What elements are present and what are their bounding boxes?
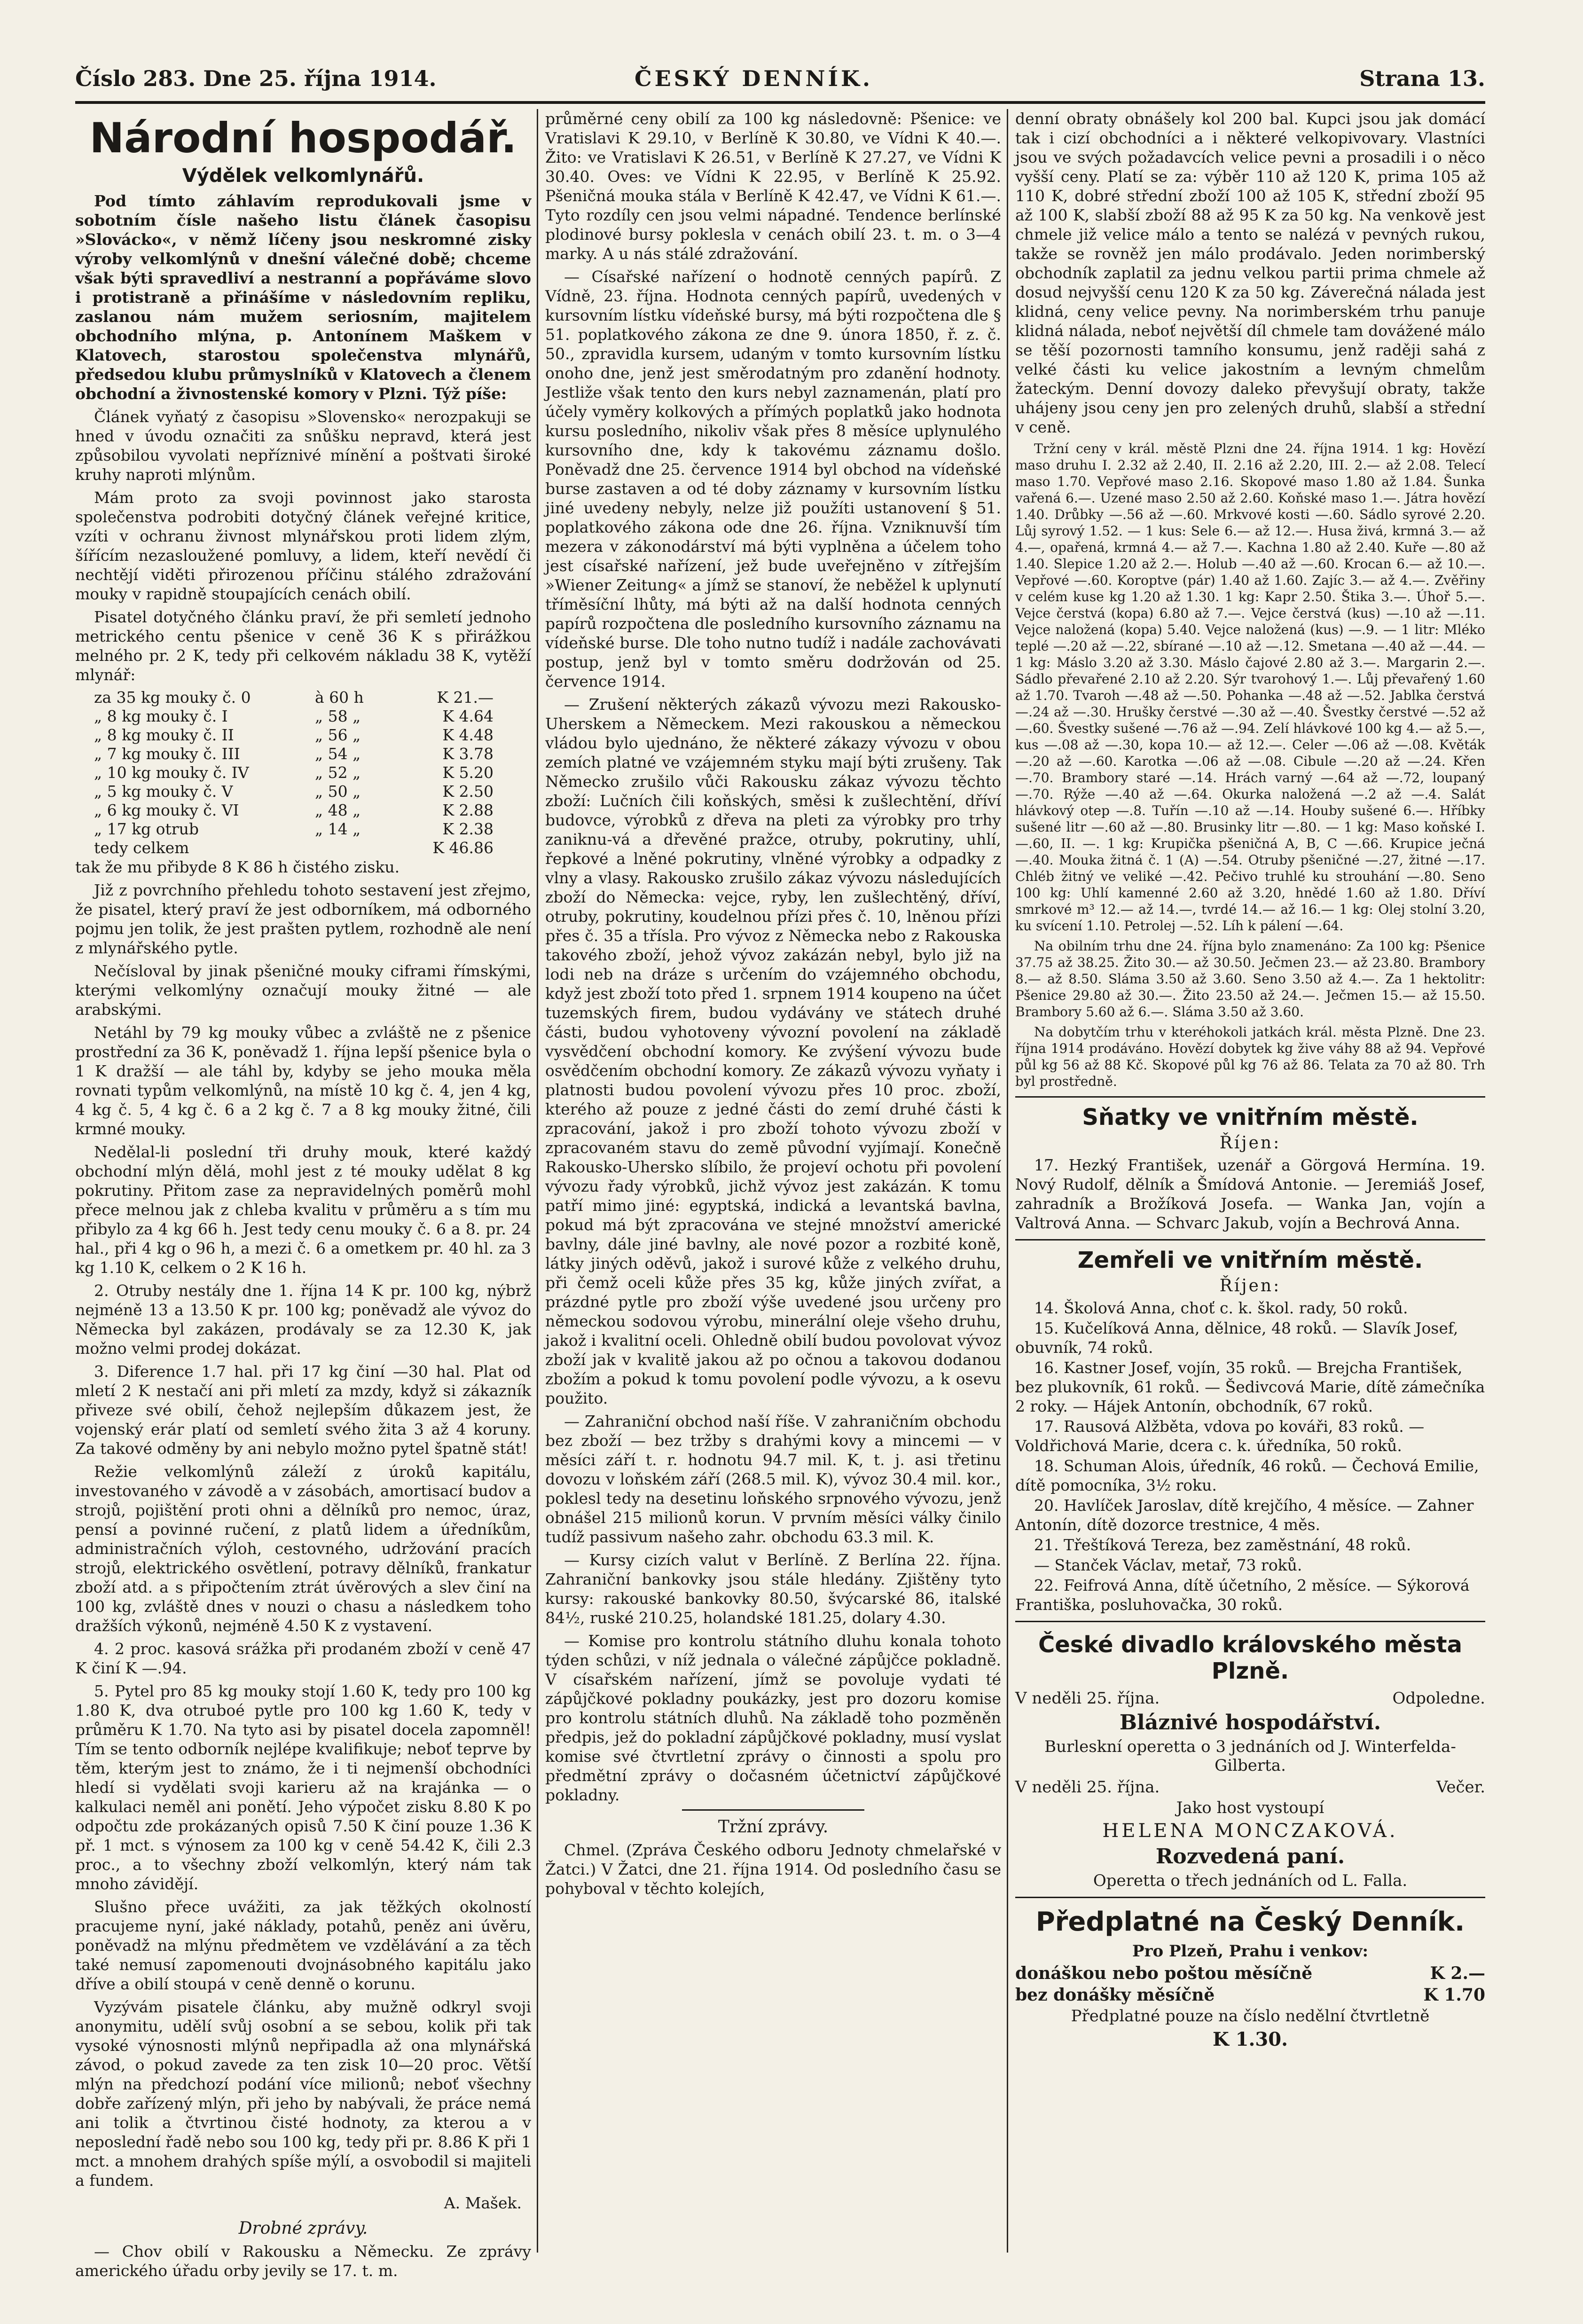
article-paragraph: Režie velkomlýnů záleží z úroků kapitálu, investovaného v závodě a v zásobách, amortisací budov a strojů, pojištění proti ohni a dělníků pro nemoc, úraz, pensí a povinné ručení, z platů lidem a úředníkům, administračních výloh, cestovného, udržování pracích strojů, elektrického osvětlení, potravy dělníků, frankatur zboží atd. a s připočtením ztrát úvěrových a slev činí na 100 kg, zvláště dnes v nouzi o chasu a následkem toho dražších výkonů, nejméně 4.50 K z vystavení.: [75, 1462, 531, 1635]
flour-cell: K 2.88: [442, 801, 494, 819]
article-paragraph: 5. Pytel pro 85 kg mouky stojí 1.60 K, tedy pro 100 kg 1.80 K, dva otruboé pytle pro 100 kg 1.60 K, tedy v průměru K 1.70. Na tyto asi by pisatel docela zapomněl! Tím se tento odborník nejlépe kvalifikuje; neboť teprve by těm, kterým jest to známo, že i ti nejmenší obchodníci hledí si vydělati svoji karieru až na krajánka — o kalkulaci neměl ani ponětí. Jeho výpočet zisku 8.80 K po odpočtu zde prokázaných opisů 7.50 K činí pouze 1.36 K př. 1 mct. s výnosem za 100 kg v ceně 54.42 K, čili 2.3 proc., a to všechny zboží velkomlýn, který nám tak mnoho závidějí.: [75, 1682, 531, 1893]
header-rule: [75, 101, 1485, 104]
article-paragraph: tak že mu přibyde 8 K 86 h čistého zisku.: [75, 858, 400, 876]
flour-cell: „ 8 kg mouky č. II: [94, 726, 234, 744]
theatre-description: Burleskní operetta o 3 jednáních od J. Winterfelda-Gilberta.: [1044, 1737, 1456, 1775]
death-entry: 18. Schuman Alois, úředník, 46 roků. — Čechová Emilie, dítě pomocníka, 3½ roku.: [1015, 1457, 1479, 1494]
death-entry: 15. Kučelíková Anna, dělnice, 48 roků. — Slavík Josef, obuvník, 74 roků.: [1015, 1319, 1458, 1357]
theatre-row: [1015, 1689, 1485, 1708]
theatre-play: Rozvedená paní.: [1155, 1845, 1345, 1869]
article-paragraph: 3. Diference 1.7 hal. při 17 kg činí —30 hal. Plat od mletí 2 K nestačí ani při mletí za mzdy, když si zákazník přiveze své obilí, čehož nejlepším důkazem jest, že vojenský erár platí od semletí svého žita 3 až 4 koruny. Za takové odměny by ani nebylo možno pytel špatně stát!: [75, 1362, 531, 1458]
flour-cell: K 3.78: [442, 745, 494, 763]
flour-cell: [315, 839, 400, 857]
flour-row: [94, 707, 531, 726]
flour-cell: tedy celkem: [94, 839, 189, 857]
newspaper-title: ČESKÝ DENNÍK.: [635, 66, 873, 91]
flour-cell: „ 48 „: [315, 801, 361, 819]
article-signature: A. Mašek.: [444, 2194, 522, 2212]
article-paragraph: — Zahraniční obchod naší říše. V zahraničním obchodu bez zboží — bez tržby s drahými kovy a mincemi — v měsíci září t. r. hodnotu 94.7 mil. K, t. j. asi třetinu dovozu v loňském září (268.5 mil. K), vývoz 30.4 mil. kor., poklesl tedy na desetinu loňského srpnového vývozu, jenž obnášel 215 milionů korun. V prvním měsíci války činilo tudíž passivum našeho zahr. obchodu 63.3 mil. K.: [545, 1412, 1001, 1546]
flour-row: [94, 801, 531, 820]
flour-cell: „ 50 „: [315, 782, 361, 801]
news-heading: Drobné zprávy.: [238, 2219, 368, 2238]
subscription-line: Předplatné pouze na číslo nedělní čtvrtletně: [1071, 2007, 1430, 2026]
theatre-date: V neděli 25. října.: [1015, 1689, 1160, 1708]
marriages-month: Říjen:: [1219, 1133, 1281, 1153]
flour-row: [94, 782, 531, 801]
subscription-price: K 2.—: [1430, 1963, 1485, 1983]
flour-cell: „ 52 „: [315, 763, 361, 782]
flour-cell: za 35 kg mouky č. 0: [94, 688, 251, 707]
article-paragraph: Mám proto za svoji povinnost jako starosta společenstva podrobiti dotyčný článek veřejné kritice, vzíti v ochranu živnost mlynářskou proti lidem zlým, šířícím nezasloužené pomluvy, a lidem, kteří nevědí či nechtějí viděti přirozenou příčinu stálého zdražování mouky v rapidně stoupajících cenách obilí.: [75, 488, 531, 603]
flour-cell: K 2.38: [442, 820, 494, 838]
divider: [1015, 1239, 1485, 1241]
flour-cell: „ 14 „: [315, 820, 361, 838]
article-paragraph: Článek vyňatý z časopisu »Slovensko« nerozpakuji se hned v úvodu označiti za snůšku nepravd, která jest způsobilou vyvolati nepříznivé mínění a poštvati široké kruhy naproti mlýnům.: [75, 408, 531, 484]
article-paragraph: — Komise pro kontrolu státního dluhu konala tohoto týden schůzi, v níž jednala o válečné zápůjčce pokladně. V císařském nařízení, jímž se povoluje vydati té zápůjčkové pokladny poukázky, jest pro dozoru komise pro kontrolu státních dluhů. Na základě toho pozměněn předpis, jež do pokladní zápůjčkové pokladny, musí vyslat komise své čtvrtletní zprávy o činnosti a spolu pro předmětní zprávy o dočasném účetnictví zápůjčkové pokladny.: [545, 1632, 1001, 1804]
subscription-price: K 1.30.: [1212, 2028, 1288, 2050]
flour-row: [94, 688, 531, 707]
theatre-description: Operetta o třech jednáních od L. Falla.: [1093, 1871, 1408, 1890]
article-paragraph: Nečísloval by jinak pšeničné mouky ciframi římskými, kterými velkomlýny označují mouky žitné — ale arabskými.: [75, 962, 531, 1019]
column-1: [75, 109, 531, 2280]
death-entry: 17. Rausová Alžběta, vdova po kováři, 83 roků. — Voldřichová Marie, dcera c. k. úředníka, 50 roků.: [1015, 1417, 1425, 1455]
flour-cell: „ 8 kg mouky č. I: [94, 707, 228, 725]
death-entry: — Stanček Václav, metař, 73 roků.: [1034, 1556, 1302, 1574]
column-3: [1015, 109, 1485, 2249]
divider: [1015, 1897, 1485, 1898]
flour-cell: à 60 h: [315, 688, 364, 707]
divider: [1015, 1621, 1485, 1622]
death-entry: 22. Feifrová Anna, dítě účetního, 2 měsíce. — Sýkorová Františka, posluhovačka, 30 roků.: [1015, 1576, 1470, 1614]
flour-cell: K 46.86: [432, 839, 494, 857]
flour-cell: „ 5 kg mouky č. V: [94, 782, 233, 801]
deaths-month: Říjen:: [1219, 1276, 1281, 1295]
market-prices: Tržní ceny v král. městě Plzni dne 24. října 1914. 1 kg: Hovězí maso druhu I. 2.32 až 2.40, II. 2.16 až 2.20, III. 2.— až 2.08. Telecí maso 1.70. Vepřové maso 2.16. Skopové maso 1.80 až 1.84. Šunka vařená 6.—. Uzené maso 2.50 až 2.60. Koňské maso 1.—. Játra hovězí 1.40. Drůbky —.56 až —.60. Mrkvové kosti —.60. Sádlo syrové 2.20. Lůj syrový 1.52. — 1 kus: Sele 6.— až 12.—. Husa živá, krmná 3.— až 4.—, opařená, krmná 4.— až 7.—. Kachna 1.80 až 2.40. Kuře —.80 až 1.40. Slepice 1.20 až 2.—. Holub —.40 až —.60. Krocan 6.— až 10.—. Vepřové —.60. Koroptve (pár) 1.40 až 1.60. Zajíc 3.— až 4.—. Zvěřiny v celém kuse kg 1.20 až 1.30. 1 kg: Kapr 2.50. Štika 3.—. Úhoř 5.—. Vejce čerstvá (kopa) 6.80 až 7.—. Vejce čerstvá (kus) —.10 až —.11. Vejce naložená (kopa) 5.40. Vejce naložená (kus) —.9. — 1 litr: Mléko teplé —.20 až —.22, sbírané —.10 až —.12. Smetana —.40 až —.44. — 1 kg: Máslo 3.20 až 3.30. Máslo čajové 2.80 až 3.—. Margarin 2.—. Sádlo převařené 2.10 až 2.20. Sýr tvarohový 1.—. Lůj převařený 1.60 až 1.70. Tvaroh —.48 až —.50. Pohanka —.48 až —.52. Jablka čerstvá —.24 až —.30. Hrušky čerstvé —.30 až —.40. Švestky čerstvé —.52 až —.60. Švestky sušené —.76 až —.94. Zelí hlávkové 100 kg 4.— až 5.—, kus —.08 až —.30, kopa 10.— až 12.—. Celer —.06 až —.08. Květák —.20 až —.60. Karotka —.06 až —.08. Cibule —.20 až —.24. Křen —.70. Brambory staré —.14. Hrách varný —.64 až —.72, loupaný —.70. Rýže —.40 až —.64. Okurka naložená —.2 až —.4. Salát hlávkový otep —.8. Tuřín —.10 až —.14. Houby sušené 6.—. Hříbky sušené litr —.60 až —.80. Brusinky litr —.80. — 1 kg: Maso koňské I. —.60, II. —. 1 kg: Krupička pšeničná A, B, C —.66. Krupice ječná —.40. Mouka žitná č. 1 (A) —.54. Otruby pšeničné —.27, žitné —.17. Chléb žitný ve veliké —.42. Pečivo truhlé ku strouhání —.80. Seno 100 kg: Uhlí kamenné 2.60 až 3.20, hnědé 1.60 až 1.80. Dříví smrkové m³ 12.— až 14.—, tvrdé 14.— až 16.— 1 kg: Olej stolní 3.20, ku svícení 1.10. Petrolej —.52. Líh k pálení —.64.: [1015, 441, 1485, 934]
flour-row: [94, 726, 531, 745]
subscription-row: [1015, 1963, 1485, 1983]
flour-cell: K 4.48: [442, 726, 494, 744]
flour-row: [94, 763, 531, 782]
subscription-label: donáškou nebo poštou měsíčně: [1015, 1963, 1313, 1983]
divider: [1015, 1096, 1485, 1098]
article-paragraph: 4. 2 proc. kasová srážka při prodaném zboží v ceně 47 K činí K —.94.: [75, 1640, 531, 1677]
article-paragraph: Pisatel dotyčného článku praví, že při semletí jednoho metrického centu pšenice v ceně 36 K s přirážkou melného pr. 2 K, tedy při celkovém nákladu 38 K, vytěží mlynář:: [75, 608, 531, 684]
theatre-guest-label: Jako host vystoupí: [1176, 1798, 1324, 1817]
article-paragraph: 2. Otruby nestály dne 1. října 14 K pr. 100 kg, nýbrž nejméně 13 a 13.50 K pr. 100 kg; poněvadž ale vývoz do Německa byl zakázen, prodávaly se za 12.30 K, jak možno velmi prodej dokázat.: [75, 1281, 531, 1358]
column-divider: [1007, 109, 1008, 2253]
flour-row: [94, 745, 531, 763]
column-divider: [537, 109, 538, 2253]
subscription-label: bez donášky měsíčně: [1015, 1985, 1215, 2005]
flour-yield-table: [94, 688, 531, 857]
theatre-date: V neděli 25. října.: [1015, 1778, 1160, 1797]
theatre-guest-name: HELENA MONCZAKOVÁ.: [1102, 1820, 1398, 1842]
cattle-market: Na dobytčím trhu v kteréhokoli jatkách král. města Plzně. Dne 23. října 1914 prodáváno. Hovězí dobytek kg žive váhy 88 až 94. Vepřové půl kg 56 až 88 Kč. Skopové půl kg 76 až 86. Telata za 70 až 80. Trh byl prostředně.: [1015, 1024, 1485, 1089]
flour-cell: K 5.20: [442, 763, 494, 782]
deaths-list: [1015, 1298, 1485, 1614]
marriages-title: Sňatky ve vnitřním městě.: [1082, 1104, 1418, 1131]
article-paragraph: Pod tímto záhlavím reprodukovali jsme v sobotním čísle našeho listu článek časopisu »Slovácko«, v němž líčeny jsou neskromné zisky výroby velkomlýnů v dnešní válečné době; chceme však býti spravedliví a nestranní a popřáváme slovo i protistraně a přinášíme v následovním repliku, zaslanou nám mužem seriosním, majitelem obchodního mlýna, p. Antonínem Maškem v Klatovech, starostou společenstva mlynářů, předsedou klubu průmyslníků v Klatovech a členem obchodní a živnostenské komory v Plzni. Týž píše:: [75, 192, 531, 403]
column-2: [545, 109, 1001, 2249]
flour-row: [94, 839, 531, 857]
article-paragraph: Vyzývám pisatele článku, aby mužně odkryl svoji anonymitu, udělí svůj osobní a se sebou, kolik při tak vysoké výnosnosti mlýnů nepřipadla až ona mlynářská závod, o pokud zavede za ten zisk 10—20 proc. Větší mlýn na předchozí podání více milionů; neboť všechny dobře zařízený mlýn, při jeho by nabývali, že práce nemá ani tolik a čtvrtinou čisté hodnoty, za kterou a v neposlední řadě nebo sou 100 kg, tedy při pr. 8.86 K při 1 mct. a mnohem drahých spíše mýlí, a osvobodil si majiteli a fundem.: [75, 1998, 531, 2190]
section-title: Národní hospodář.: [89, 114, 517, 162]
theatre-time: Odpoledne.: [1392, 1689, 1485, 1708]
article-paragraph: — Chov obilí v Rakousku a Německu. Ze zprávy amerického úřadu orby jevily se 17. t. m.: [75, 2242, 531, 2280]
flour-row: [94, 820, 531, 839]
flour-cell: K 21.—: [437, 688, 494, 707]
page-header: [75, 61, 1485, 99]
article-paragraph: — Císařské nařízení o hodnotě cenných papírů. Z Vídně, 23. října. Hodnota cenných papírů, uvedených v kursovním lístku vídeňské bursy, má býti rozpočtena dle § 51. poplatkového zákona ze dne 9. února 1850, ř. z. č. 50., zpravidla kursem, udaným v tomto kursovním lístku onoho dne, jenž jest směrodatným pro zdanění hodnoty. Jestliže však tento den kurs nebyl zaznamenán, platí pro účely vyměry kolkových a přímých poplatků jako hodnota kursu posledního, nikoliv však přes 8 měsíce uplynulého kursovního dne, kdy k takovému záznamu došlo. Poněvadž dne 25. července 1914 byl obchod na vídeňské burse zastaven a od té doby záznamy v kursovním lístku jiné uvedeny nebyly, nelze již použíti ustanovení § 51. poplatkového zákona ode dne 26. října. Vzniknuvší tím mezera v zákonodárství má býti vyplněna a účelem toho jest císařské nařízení, jež bude uveřejněno v zítřejším »Wiener Zeitung« a jímž se stanoví, že neběžel k uplynutí tříměsíční lhůty, má býti až na další hodnota cenných papírů rozpočtena dle posledního kursovního záznamu na vídeňské burse. Dle toho nutno tudíž i nadále zachovávati postup, jenž byl v tomto směru dodržován od 25. července 1914.: [545, 267, 1001, 691]
market-heading: Tržní zprávy.: [718, 1817, 829, 1837]
flour-cell: „ 58 „: [315, 707, 361, 725]
theatre-play: Bláznivé hospodářství.: [1119, 1711, 1381, 1735]
article-paragraph: — Zrušení některých zákazů vývozu mezi Rakousko-Uherskem a Německem. Mezi rakouskou a německou vládou bylo ujednáno, že některé zákazy vývozu v obou zemích platné ve vzájemném styku mají býti zrušeny. Tak Německo zrušilo vůči Rakousku zákaz vývozu těchto zboží: Lučních čili koňských, směsi k zušlechtění, dříví budovce, výrobků z dřeva na pleti za výrobky pro trhy zaniknu-vá a dřevěné pražce, otruby, pokrutiny, uhlí, řepkové a lněné pokrutiny, vlněné výrobky a odpadky z vlny a vlasy. Rakousko zrušilo zákaz vývozu následujících zboží do Německa: vejce, ryby, len zušlechtěný, dříví, otruby, pokrutiny, koudelnou přízi přes č. 10, lněnou přízi přes č. 35 a třísla. Pro vývoz z Německa nebo z Rakouska takového zboží, jehož vývoz zakázán nebyl, bylo již na lodi neb na dráze s určením do vzájemného obchodu, když jest zboží toto před 1. srpnem 1914 koupeno na účet tuzemských firem, budou vydávány ve státech druhé části, budou vyhotoveny vývozní povolení na základě vysvědčení obchodní komory. Ke zvýšení vývozu bude osvědčením obchodní komory. Ze zákazů vývozu vyňaty i platnosti budou povolení vývozu přes 10 proc. zboží, kterého až pouze z jedné části do zemí druhé části k zpracování, jakož i pro zboží tohoto vývozu zboží v zpracovaném stavu do země původní vyjímají. Konečně Rakousko-Uhersko slíbilo, že projeví ochotu při povolení vývozu řady výrobků, jichž vývoz jest zakázán. K tomu patří mimo jiné: egyptská, indická a levantská bavlna, pokud má být zpracována ve stejné množství americké bavlny, dále jiné bavlny, ale nové pozor a rozbité koně, látky jiných oděvů, jakož i surové kůže z velkého druhu, při čemž oceli kůže přes 35 kg, kůže jiných zvířat, a prázdné pytle pro zboží výše uvedené jsou určeny pro německou sodovou výrobu, minerální oleje všeho druhu, jakož i kvalitní oceli. Ohledně obilí budou povolovat vývoz zboží jak v kvalitě jakou až po očnou a takovou dodanou zbožím a pokud k tomu povolení podle vývozu, a k osevu použito.: [545, 695, 1001, 1407]
article-paragraph: denní obraty obnášely kol 200 bal. Kupci jsou jak domácí tak i cizí obchodníci a i některé velkopivovary. Vlastníci jsou ve svých požadavcích velice pevni a prosadili i o něco vyšší ceny. Platí se za: výběr 110 až 120 K, prima 105 až 110 K, dobré střední zboží 100 až 105 K, střední zboží 95 až 100 K, slabší zboží 88 až 95 K za 50 kg. Na venkově jest chmele již velice málo a tento se nalézá v pevných rukou, takže se rovněž jen málo prodávalo. Jeden norimberský obchodník zaplatil za jednu velkou partii prima chmele až dosud nejvyšší cenu 120 K za 50 kg. Záverečná nálada jest klidná, ceny velice pevny. Na norimberském trhu panuje klidná nálada, neboť největší díl chmele tam dovážené málo se těší pozornosti tamního konsumu, jenž raději sahá z velké části ku velice jakostním a levným chmelům žateckým. Denní dovozy daleko převyšují obraty, takže uhájeny jsou ceny jen pro zelených druhů, slabší a střední v ceně.: [1015, 110, 1485, 436]
article-paragraph: Netáhl by 79 kg mouky vůbec a zvláště ne z pšenice prostřední za 36 K, poněvadž 1. října lepší pšenice byla o 1 K dražší — ale táhl by, kdyby se jeho mouka měla rovnati typům velkomlýnů, na místě 10 kg č. 4, jen 4 kg, 4 kg č. 5, 4 kg č. 6 a 2 kg č. 7 a 8 kg mouky žitné, čili krmné mouky.: [75, 1023, 531, 1138]
grain-market: Na obilním trhu dne 24. října bylo znamenáno: Za 100 kg: Pšenice 37.75 až 38.25. Žito 30.— až 30.50. Ječmen 23.— až 23.80. Brambory 8.— až 8.50. Sláma 3.50 až 3.60. Seno 3.50 až 4.—. Za 1 hektolitr: Pšenice 29.80 až 30.—. Žito 23.50 až 24.—. Ječmen 15.— až 15.50. Brambory 5.60 až 6.—. Sláma 3.50 až 3.60.: [1015, 938, 1485, 1020]
theatre-time: Večer.: [1436, 1778, 1485, 1797]
death-entry: 21. Třeštíková Tereza, bez zaměstnání, 48 roků.: [1034, 1536, 1411, 1554]
subscription-row: [1015, 1985, 1485, 2005]
article-paragraph: Slušno přece uvážiti, za jak těžkých okolností pracujeme nyní, jaké náklady, potahů, peněz ani úvěru, poněvadž na mlýnu předmětem ve vzdělávání a za těch také nemusí zapomenouti dvojnásobného kapitálu jako dříve a obilí stoupá v ceně denně o korunu.: [75, 1898, 531, 1993]
theatre-row: [1015, 1778, 1485, 1797]
flour-cell: K 4.64: [442, 707, 494, 725]
subscription-line: Pro Plzeň, Prahu i venkov:: [1132, 1942, 1368, 1961]
deaths-title: Zemřeli ve vnitřním městě.: [1077, 1247, 1423, 1273]
article-paragraph: průměrné ceny obilí za 100 kg následovně: Pšenice: ve Vratislavi K 29.10, v Berlíně K 30.80, ve Vídni K 40.—. Žito: ve Vratislavi K 26.51, v Berlíně K 27.27, ve Vídni K 30.40. Oves: ve Vídni K 22.95, v Berlíně K 25.92. Pšeničná mouka stála v Berlíně K 42.47, ve Vídni K 61.—. Tyto rozdíly cen jsou velmi nápadné. Tendence berlínské plodinové bursy poklesla v cenách obilí 23. t. m. o 3—4 marky. A u nás stálé zdražování.: [545, 110, 1001, 263]
subscription-price: K 1.70: [1423, 1985, 1485, 2005]
flour-cell: „ 6 kg mouky č. VI: [94, 801, 239, 819]
flour-cell: „ 56 „: [315, 726, 361, 744]
issue-info: Číslo 283. Dne 25. října 1914.: [75, 66, 437, 91]
article-paragraph: — Kursy cizích valut v Berlíně. Z Berlína 22. října. Zahraniční bankovky jsou stále hledány. Zjištěny tyto kursy: rakouské bankovky 80.50, švýcarské 86, italské 84½, ruské 210.25, holandské 181.25, dolary 4.30.: [545, 1551, 1001, 1627]
article-title: Výdělek velkomlynářů.: [182, 165, 424, 187]
subscription-title: Předplatné na Český Denník.: [1035, 1907, 1465, 1937]
marriages-list: 17. Hezký František, uzenář a Görgová Hermína. 19. Nový Rudolf, dělník a Šmídová Antonie. — Jeremiáš Josef, zahradník a Brožíková Josefa. — Wanka Jan, vojín a Valtrová Anna. — Schvarc Jakub, vojín a Bechrová Anna.: [1015, 1156, 1485, 1232]
flour-cell: „ 54 „: [315, 745, 361, 763]
divider: [682, 1809, 864, 1811]
theatre-title: České divadlo královského města Plzně.: [1038, 1632, 1463, 1684]
death-entry: 20. Havlíček Jaroslav, dítě krejčího, 4 měsíce. — Zahner Antonín, dítě dozorce trestnice, 4 měs.: [1015, 1496, 1474, 1534]
death-entry: 14. Školová Anna, choť c. k. škol. rady, 50 roků.: [1034, 1299, 1408, 1317]
article-paragraph: Nedělal-li poslední tři druhy mouk, které každý obchodní mlýn dělá, mohl jest z té mouky udělat 8 kg pokrutiny. Přitom zase za nepravidelných poměrů mohl přece melnou jak z chleba kvalitu v průměru a s tím mu přibylo za 4 kg 66 h. Jest tedy cenu mouky č. 6 a 8. pr. 24 hal., při 4 kg o 96 h, a mezi č. 6 a ometkem pr. 40 hl. za 3 kg 1.10 K, celkem o 2 K 16 h.: [75, 1143, 531, 1277]
flour-cell: K 2.50: [442, 782, 494, 801]
death-entry: 16. Kastner Josef, vojín, 35 roků. — Brejcha František, bez plukovník, 61 roků. — Šedivcová Marie, dítě zámečníka 2 roky. — Hájek Antonín, obchodník, 67 roků.: [1015, 1358, 1485, 1415]
article-paragraph: Již z povrchního přehledu tohoto sestavení jest zřejmo, že pisatel, který praví že jest odborníkem, má odborného pojmu jen tolik, že jest prašten pytlem, rozhodně ale není z mlynářského pytle.: [75, 881, 531, 957]
page-number: Strana 13.: [1359, 66, 1485, 91]
flour-cell: „ 7 kg mouky č. III: [94, 745, 240, 763]
flour-cell: „ 17 kg otrub: [94, 820, 199, 838]
article-paragraph: Chmel. (Zpráva Českého odboru Jednoty chmelařské v Žatci.) V Žatci, dne 21. října 1914. Od posledního času se pohyboval v těchto kolejích,: [545, 1841, 1001, 1898]
flour-cell: „ 10 kg mouky č. IV: [94, 763, 249, 782]
